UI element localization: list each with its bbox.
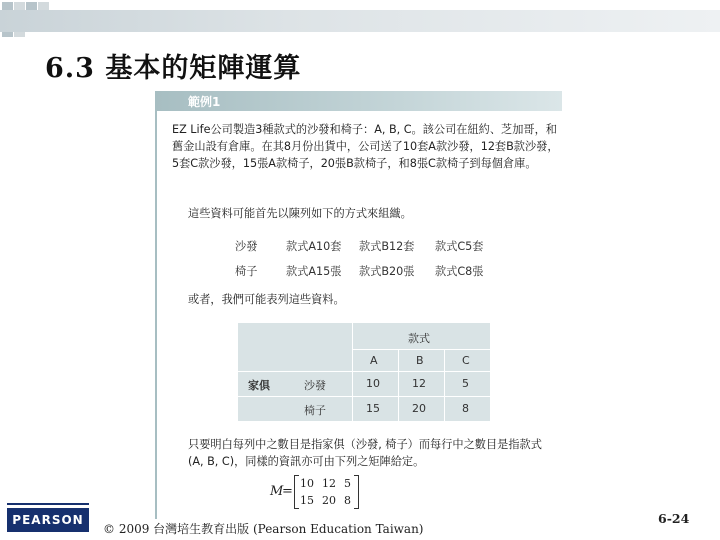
row-cell: 款式C8張	[435, 265, 484, 278]
example-left-rule	[155, 111, 157, 519]
table-divider	[398, 349, 399, 421]
matrix-cell: 20	[322, 494, 336, 507]
matrix-left-bracket	[294, 475, 299, 509]
matrix-cell: 5	[344, 477, 351, 490]
matrix-name: M	[270, 484, 284, 499]
table-cell: 5	[462, 377, 469, 390]
example-paragraph-1: EZ Life公司製造3種款式的沙發和椅子：A, B, C。該公司在紐約、芝加哥，和舊金山設有倉庫。在其8月份出貨中，公司送了10套A款沙發，12套B款沙發，5套C款沙發，15張A款椅子，20張B款椅子，和8張C款椅子到每個倉庫。	[172, 123, 559, 170]
page-number: 6-24	[658, 511, 690, 526]
table-row-label: 沙發	[304, 379, 326, 392]
example-paragraph-3: 或者，我們可能表列這些資料。	[188, 293, 345, 306]
table-column-header: A	[370, 354, 378, 367]
row-cell: 款式B20張	[359, 265, 415, 278]
slide-title: 6.3 基本的矩陣運算	[45, 53, 302, 84]
table-divider	[352, 323, 353, 421]
data-table	[238, 323, 490, 421]
example-paragraph-4: 只要明白每列中之數目是指家俱（沙發, 椅子）而每行中之數目是指款式 (A, B, C)，同樣的資訊亦可由下列之矩陣給定。	[188, 438, 542, 468]
table-column-header: C	[462, 354, 470, 367]
table-cell: 15	[366, 402, 380, 415]
matrix-cell: 15	[300, 494, 314, 507]
example-label: 範例1	[188, 95, 221, 109]
table-group-header: 款式	[408, 332, 430, 345]
matrix-equals: =	[282, 484, 293, 499]
matrix-cell: 10	[300, 477, 314, 490]
row-label: 沙發	[235, 240, 258, 253]
table-cell: 20	[412, 402, 426, 415]
table-cell: 12	[412, 377, 426, 390]
table-cell: 10	[366, 377, 380, 390]
row-cell: 款式A15張	[286, 265, 342, 278]
table-divider	[238, 371, 490, 372]
table-row-label: 椅子	[304, 404, 326, 417]
example-panel	[155, 91, 562, 519]
table-divider	[352, 349, 490, 350]
row-cell: 款式C5套	[435, 240, 484, 253]
table-cell: 8	[462, 402, 469, 415]
matrix-cell: 12	[322, 477, 336, 490]
example-paragraph-2: 這些資料可能首先以陳列如下的方式來組織。	[188, 207, 412, 220]
footer-copyright: © 2009 台灣培生教育出版 (Pearson Education Taiwan)	[103, 522, 424, 536]
matrix-right-bracket	[354, 475, 359, 509]
table-divider	[444, 349, 445, 421]
example-header	[155, 91, 562, 111]
logo-rule	[7, 503, 89, 505]
row-label: 椅子	[235, 265, 258, 278]
title-bar	[0, 10, 720, 32]
matrix-cell: 8	[344, 494, 351, 507]
row-cell: 款式A10套	[286, 240, 342, 253]
table-row-group: 家俱	[248, 379, 270, 392]
row-cell: 款式B12套	[359, 240, 415, 253]
matrix-m	[270, 473, 370, 513]
pearson-logo: PEARSON	[7, 508, 89, 532]
table-divider	[238, 396, 490, 397]
table-column-header: B	[416, 354, 424, 367]
